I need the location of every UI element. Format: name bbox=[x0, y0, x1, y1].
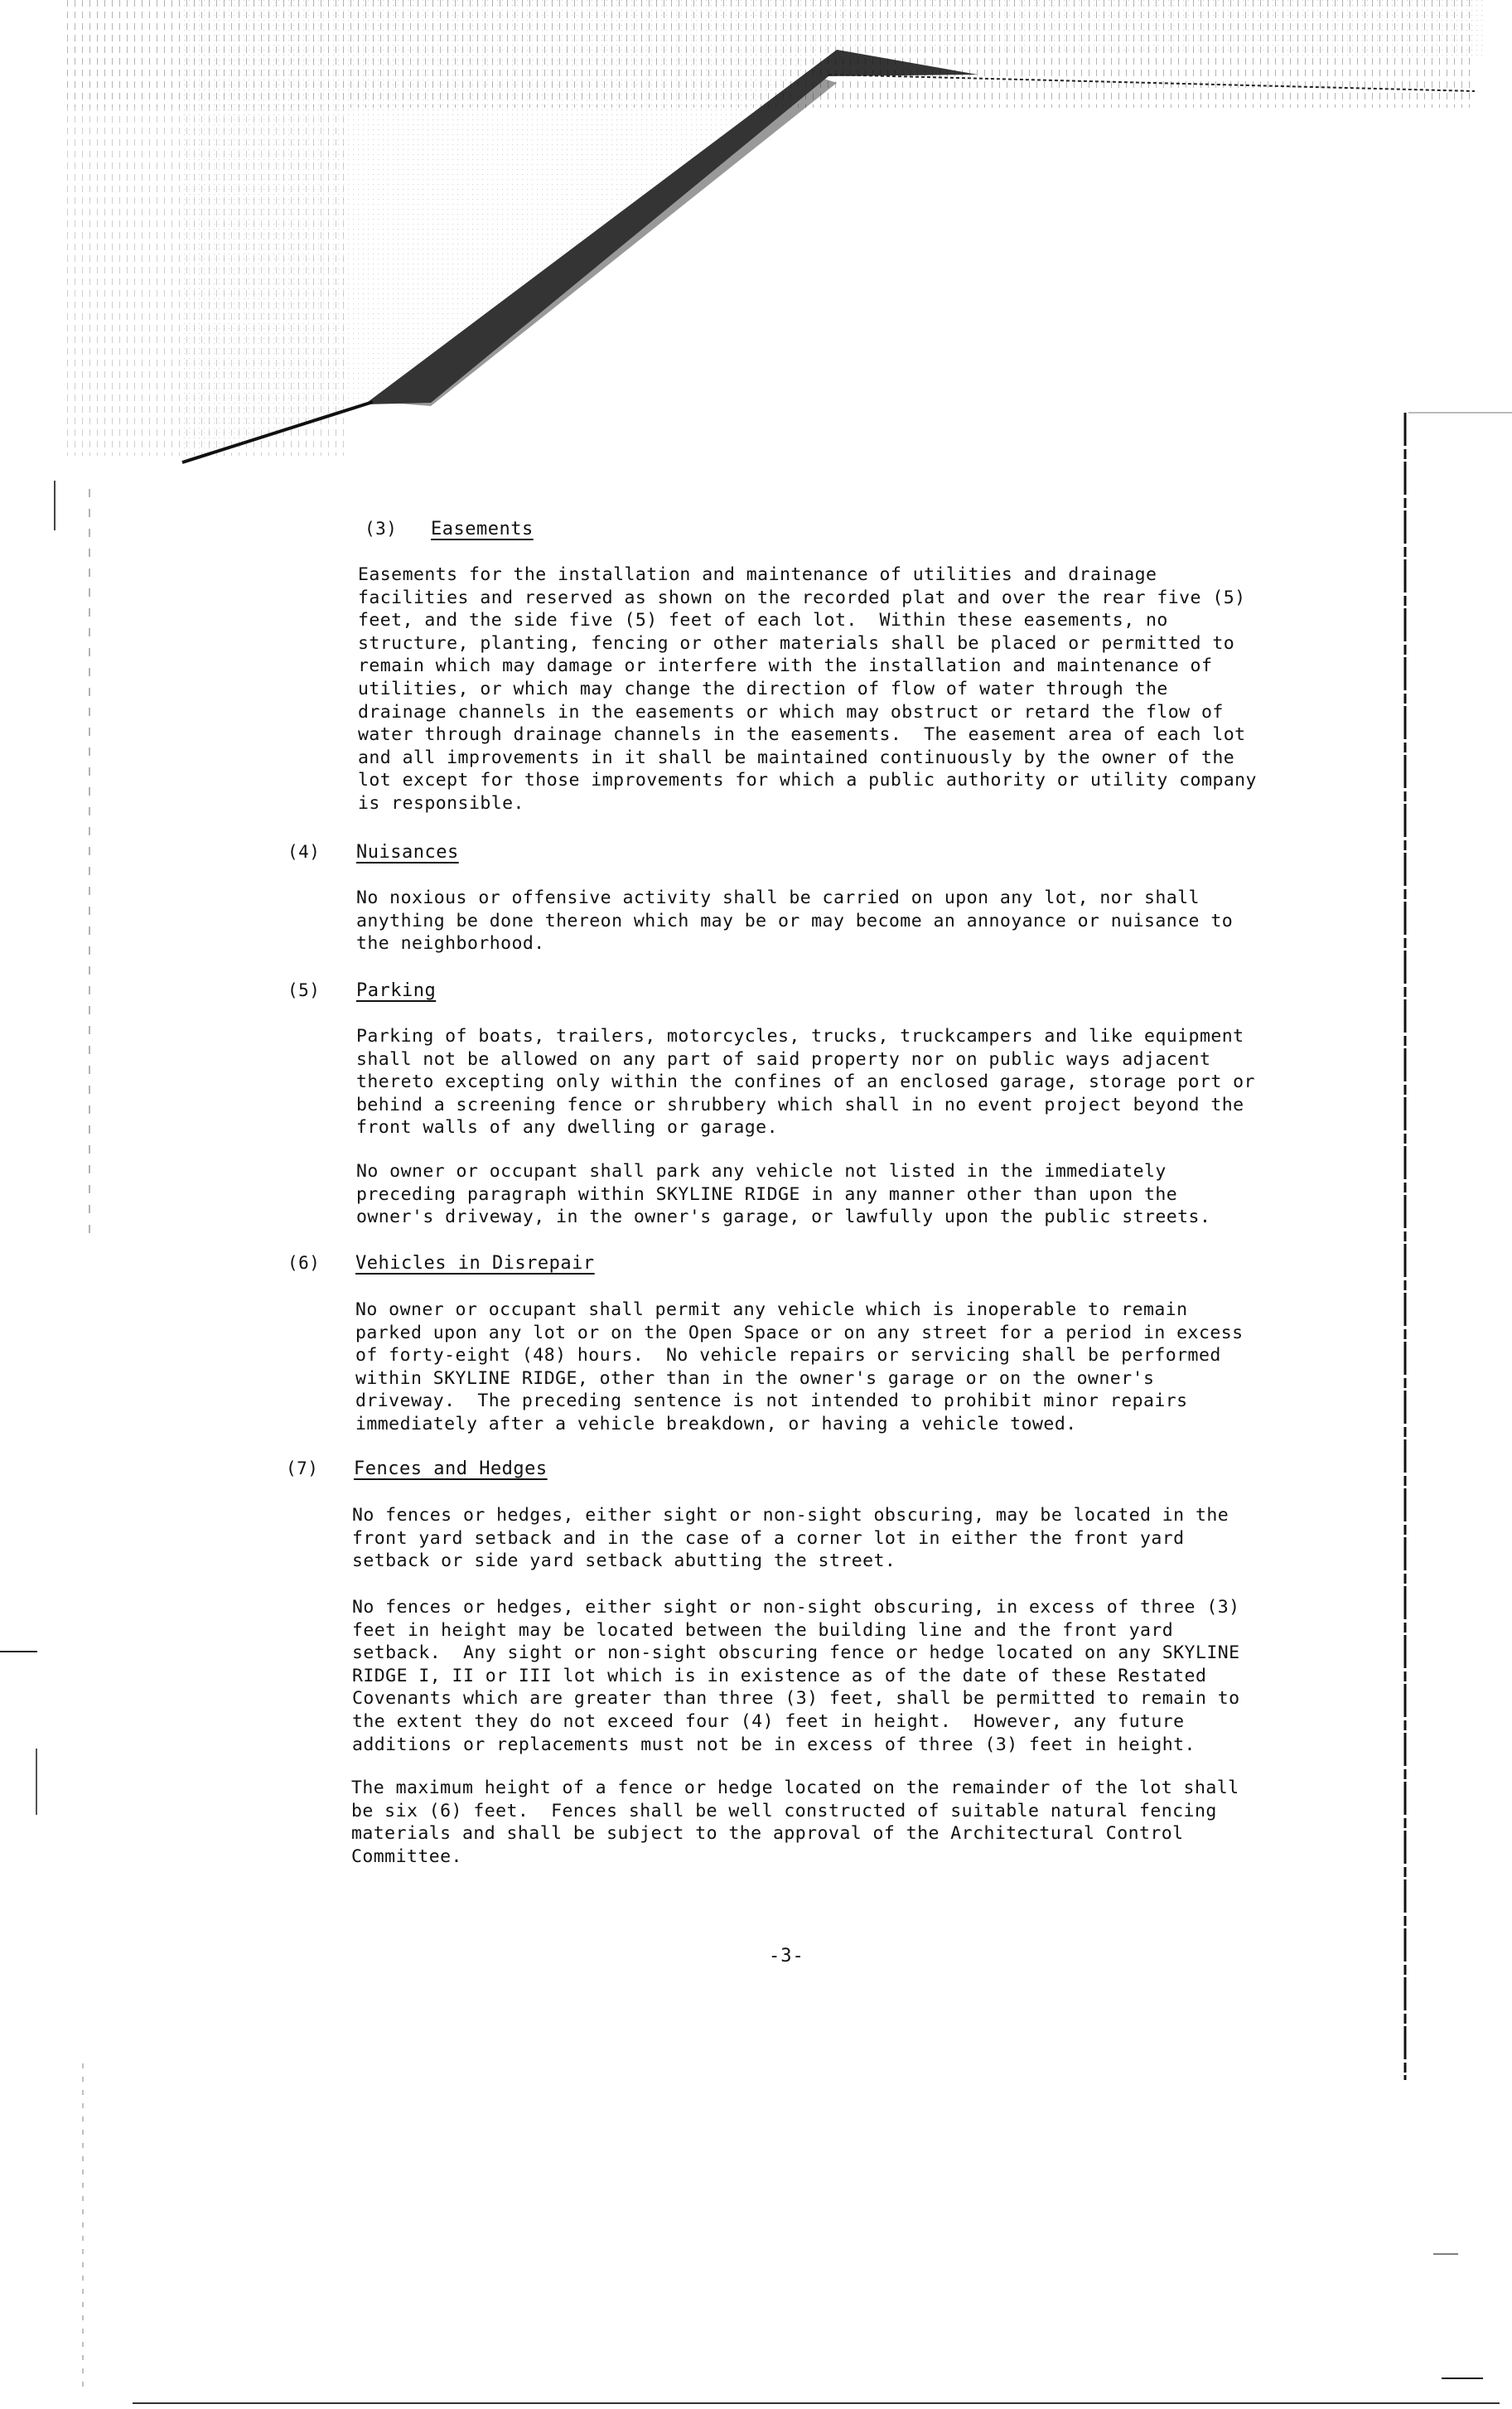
paragraph: No noxious or offensive activity shall be carried on upon any lot, nor shall anything be done thereon which may be or may become an annoyance or nuisance to the neighborhood. bbox=[356, 888, 1234, 955]
section-title-parking: Parking bbox=[356, 980, 437, 1001]
section-number: (7) bbox=[286, 1458, 319, 1478]
paragraph: Parking of boats, trailers, motorcycles, trucks, truckcampers and like equipment shall not be allowed on any part of said property nor on public ways adjacent thereto excepting only within the confines of an enclosed garage, storage port or behind a screening fence or shrubbery which shall in no event project beyond the front walls of any dwelling or garage. bbox=[356, 1026, 1255, 1139]
section-title-easements: Easements bbox=[431, 519, 534, 539]
paragraph: No owner or occupant shall permit any vehicle which is inoperable to remain parked upon any lot or on the Open Space or on any street for a period in excess of forty-eight (48) hours. No vehicle repairs or servicing shall be performed within SKYLINE RIDGE, other than in the owner's garage or on the owner's driveway. The preceding sentence is not intended to prohibit minor repairs immediately after a vehicle breakdown, or having a vehicle towed. bbox=[355, 1299, 1244, 1434]
section-number: (5) bbox=[287, 980, 321, 1000]
section-number: (3) bbox=[365, 519, 398, 539]
section-number: (4) bbox=[287, 842, 321, 862]
paragraph: Easements for the installation and maintenance of utilities and drainage facilities and reserved as shown on the recorded plat and over the rear five (5) feet, and the side five (5) feet of each lot. Within these easements, no structure, planting, fencing or other materials shall be placed or permitted to remain which may damage or interfere with the installation and maintenance of utilities, or which may change the direction of flow of water through the drainage channels in the easements or which may obstruct or retard the flow of water through drainage channels in the easements. The easement area of each lot and all improvements in it shall be maintained continuously by the owner of the lot except for those improvements for which a public authority or utility company is responsible. bbox=[358, 564, 1257, 814]
paragraph: No fences or hedges, either sight or non-sight obscuring, may be located in the front yard setback and in the case of a corner lot in either the front yard setback or side yard setback abutting the street. bbox=[352, 1505, 1229, 1572]
section-title-vehicles-in-disrepair: Vehicles in Disrepair bbox=[355, 1253, 595, 1274]
paragraph: No owner or occupant shall park any vehicle not listed in the immediately preceding paragraph within SKYLINE RIDGE in any manner other than upon the owner's driveway, in the owner's garage, or lawfully upon the public streets. bbox=[356, 1161, 1211, 1228]
paragraph: No fences or hedges, either sight or non-sight obscuring, in excess of three (3) feet in height may be located between the building line and the front yard setback. Any sight or non-sight obscuring fence or hedge located on any SKYLINE RIDGE I, II or III lot which is in existence as of the date of these Restated Covenants which are greater than three (3) feet, shall be permitted to remain to the extent they do not exceed four (4) feet in height. However, any future additions or replacements must not be in excess of three (3) feet in height. bbox=[352, 1597, 1240, 1755]
page-number: -3- bbox=[769, 1946, 804, 1966]
paragraph: The maximum height of a fence or hedge located on the remainder of the lot shall be six (6) feet. Fences shall be well constructed of suitable natural fencing materials and shall be subject to the approval of the Architectural Control Committee. bbox=[351, 1778, 1239, 1867]
section-number: (6) bbox=[287, 1253, 321, 1273]
section-title-fences-and-hedges: Fences and Hedges bbox=[354, 1458, 548, 1479]
section-title-nuisances: Nuisances bbox=[356, 842, 459, 863]
